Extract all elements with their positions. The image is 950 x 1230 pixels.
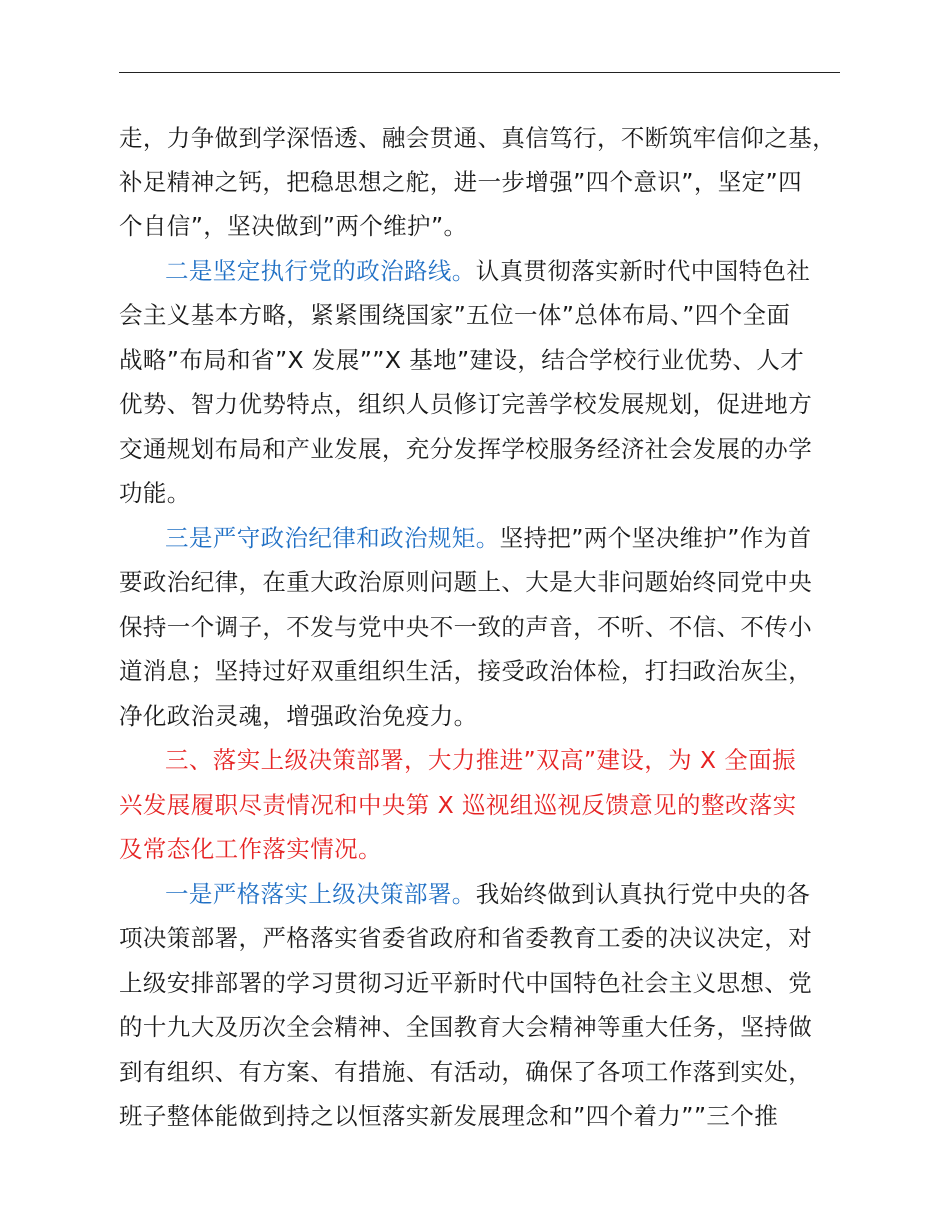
text-line: 要政治纪律，在重大政治原则问题上、大是大非问题始终同党中央 — [119, 568, 813, 596]
text-line: 优势、智力优势特点，组织人员修订完善学校发展规划，促进地方 — [119, 390, 813, 418]
text-line: 保持一个调子，不发与党中央不一致的声音，不听、不信、不传小 — [119, 613, 813, 641]
subheading: 一是严格落实上级决策部署。 — [165, 880, 476, 908]
section-heading: 兴发展履职尽责情况和中央第 X 巡视组巡视反馈意见的整改落实 — [119, 791, 797, 819]
section-heading: 及常态化工作落实情况。 — [119, 835, 382, 863]
subheading: 二是坚定执行党的政治路线。 — [165, 257, 476, 285]
paragraph-line — [165, 523, 895, 553]
paragraph-line — [165, 256, 895, 286]
text-line: 净化政治灵魂，增强政治免疫力。 — [119, 702, 478, 730]
text-span: 我始终做到认真执行党中央的各 — [475, 880, 811, 908]
text-line: 班子整体能做到持之以恒落实新发展理念和”四个着力””三个推 — [119, 1102, 779, 1130]
text-span: 坚持把”两个坚决维护”作为首 — [499, 524, 812, 552]
text-line: 补足精神之钙，把稳思想之舵，进一步增强”四个意识”，坚定”四 — [119, 168, 803, 196]
text-span: 认真贯彻落实新时代中国特色社 — [475, 257, 811, 285]
text-line: 的十九大及历次全会精神、全国教育大会精神等重大任务，坚持做 — [119, 1013, 813, 1041]
text-line: 战略”布局和省”X 发展””X 基地”建设，结合学校行业优势、人才 — [119, 346, 805, 374]
text-line: 个自信”，坚决做到”两个维护”。 — [119, 212, 468, 240]
section-heading: 三、落实上级决策部署，大力推进”双高”建设，为 X 全面振 — [165, 746, 796, 774]
text-line: 到有组织、有方案、有措施、有活动，确保了各项工作落到实处， — [119, 1058, 813, 1086]
subheading: 三是严守政治纪律和政治规矩。 — [165, 524, 500, 552]
paragraph-line — [165, 879, 895, 909]
text-line: 会主义基本方略，紧紧围绕国家”五位一体”总体布局、”四个全面 — [119, 301, 791, 329]
text-line: 走，力争做到学深悟透、融会贯通、真信笃行，不断筑牢信仰之基， — [119, 124, 836, 152]
text-line: 道消息；坚持过好双重组织生活，接受政治体检，打扫政治灰尘， — [119, 657, 813, 685]
header-rule — [119, 72, 840, 73]
text-line: 功能。 — [119, 479, 191, 507]
text-line: 交通规划布局和产业发展，充分发挥学校服务经济社会发展的办学 — [119, 435, 813, 463]
text-line: 上级安排部署的学习贯彻习近平新时代中国特色社会主义思想、党 — [119, 969, 813, 997]
text-line: 项决策部署，严格落实省委省政府和省委教育工委的决议决定，对 — [119, 924, 813, 952]
